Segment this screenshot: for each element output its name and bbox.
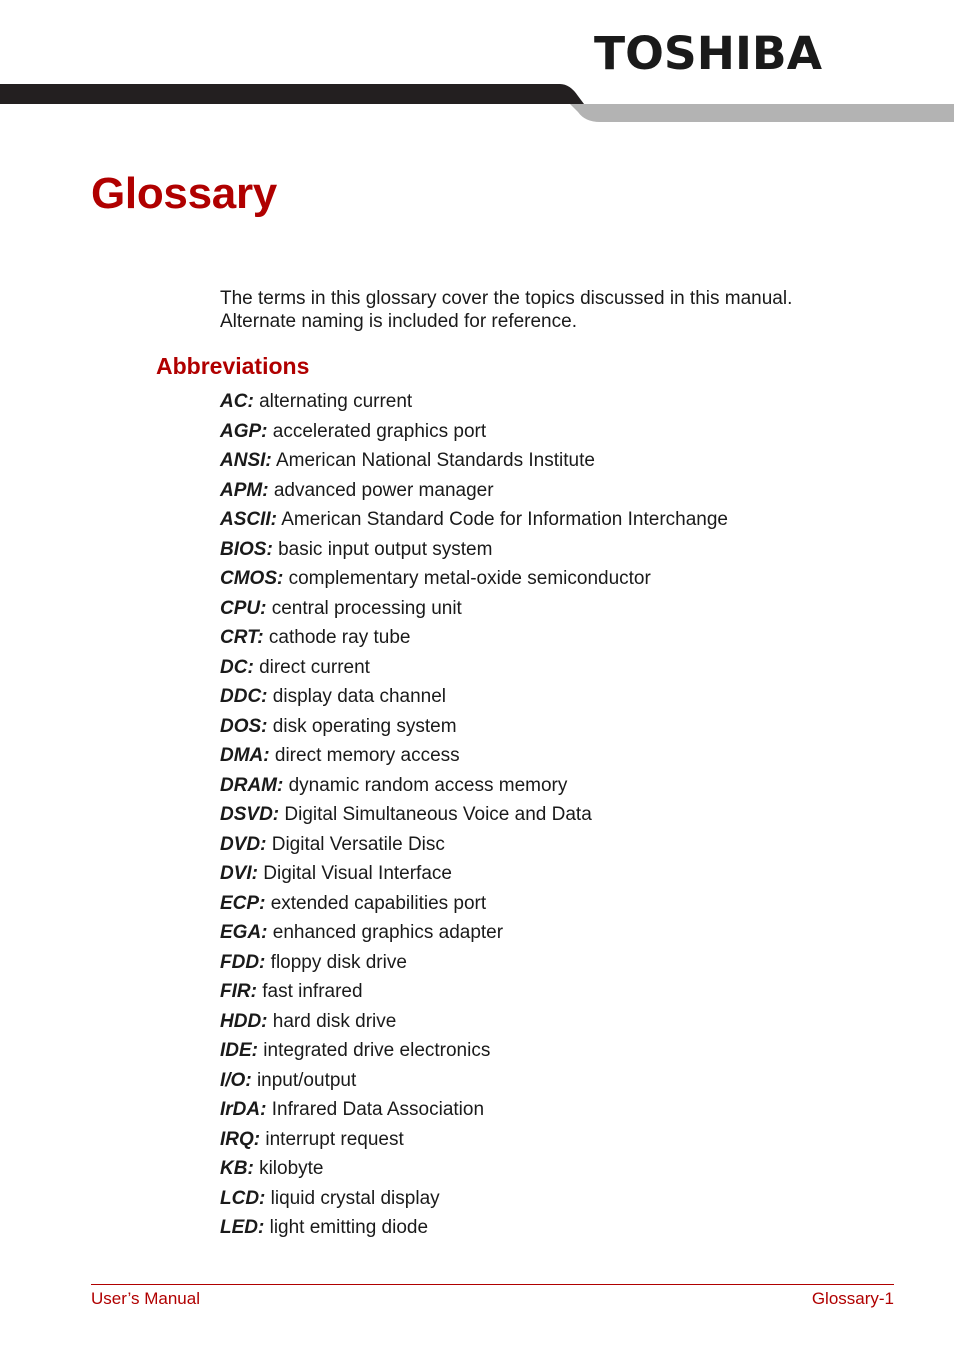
term-abbreviation: ASCII:	[220, 509, 277, 530]
glossary-entry	[220, 1069, 728, 1099]
term-definition: American Standard Code for Information Interchange	[281, 509, 728, 530]
term-abbreviation: I/O:	[220, 1069, 252, 1091]
glossary-entry	[220, 1216, 728, 1246]
brand-wordmark: TOSHIBA	[594, 30, 823, 74]
term-definition: Digital Versatile Disc	[271, 833, 445, 855]
glossary-entry	[220, 833, 728, 863]
term-definition: kilobyte	[259, 1158, 324, 1179]
glossary-entry	[220, 626, 728, 656]
term-abbreviation: DDC:	[220, 686, 268, 707]
section-heading-abbreviations: Abbreviations	[156, 353, 310, 379]
intro-line-1: The terms in this glossary cover the topics discussed in this manual.	[220, 288, 793, 309]
term-abbreviation: EGA:	[220, 922, 268, 943]
term-definition: liquid crystal display	[270, 1187, 440, 1209]
glossary-entry	[220, 715, 728, 745]
term-abbreviation: DVI:	[220, 863, 258, 884]
glossary-entry	[220, 479, 728, 509]
glossary-entry	[220, 1039, 728, 1069]
glossary-entry	[220, 656, 728, 686]
term-abbreviation: IrDA:	[220, 1099, 267, 1120]
footer-manual-name: User’s Manual	[91, 1289, 200, 1308]
page-title: Glossary	[91, 169, 277, 218]
term-abbreviation: DRAM:	[220, 774, 284, 796]
term-definition: Digital Simultaneous Voice and Data	[284, 804, 592, 825]
glossary-entry	[220, 774, 728, 804]
term-abbreviation: AC:	[220, 391, 254, 412]
glossary-entry	[220, 567, 728, 597]
term-abbreviation: IRQ:	[220, 1128, 261, 1150]
glossary-entry	[220, 538, 728, 568]
term-definition: enhanced graphics adapter	[272, 922, 504, 943]
glossary-term-list	[220, 390, 728, 1246]
term-definition: floppy disk drive	[270, 951, 407, 973]
term-abbreviation: DMA:	[220, 745, 270, 766]
intro-line-2: Alternate naming is included for reference.	[220, 311, 577, 332]
term-definition: Infrared Data Association	[271, 1099, 485, 1120]
term-definition: hard disk drive	[272, 1010, 397, 1032]
glossary-entry	[220, 597, 728, 627]
glossary-entry	[220, 744, 728, 774]
glossary-entry	[220, 1157, 728, 1187]
term-definition: fast infrared	[262, 981, 363, 1002]
term-definition: direct current	[259, 656, 370, 678]
term-abbreviation: DOS:	[220, 715, 268, 737]
term-abbreviation: LED:	[220, 1217, 265, 1238]
term-abbreviation: CPU:	[220, 597, 267, 619]
term-definition: Digital Visual Interface	[263, 863, 452, 884]
glossary-entry	[220, 1128, 728, 1158]
glossary-entry	[220, 508, 728, 538]
glossary-entry	[220, 980, 728, 1010]
term-definition: American National Standards Institute	[275, 450, 595, 471]
header-bars	[0, 84, 954, 124]
glossary-entry	[220, 803, 728, 833]
term-definition: extended capabilities port	[270, 892, 487, 914]
intro-paragraph	[220, 287, 900, 333]
term-abbreviation: FDD:	[220, 951, 266, 973]
term-abbreviation: FIR:	[220, 981, 257, 1002]
term-abbreviation: DC:	[220, 656, 254, 678]
term-definition: basic input output system	[278, 538, 493, 560]
term-abbreviation: DVD:	[220, 833, 267, 855]
term-abbreviation: CMOS:	[220, 568, 284, 589]
glossary-entry	[220, 420, 728, 450]
glossary-entry	[220, 862, 728, 892]
term-definition: accelerated graphics port	[272, 420, 487, 442]
term-definition: complementary metal-oxide semiconductor	[288, 568, 651, 589]
term-abbreviation: DSVD:	[220, 804, 280, 825]
term-definition: integrated drive electronics	[263, 1040, 491, 1061]
glossary-entry	[220, 685, 728, 715]
glossary-entry	[220, 1098, 728, 1128]
term-abbreviation: BIOS:	[220, 538, 273, 560]
term-abbreviation: ANSI:	[220, 450, 272, 471]
term-definition: interrupt request	[265, 1128, 404, 1150]
glossary-entry	[220, 1010, 728, 1040]
term-abbreviation: LCD:	[220, 1187, 266, 1209]
term-abbreviation: AGP:	[220, 420, 268, 442]
term-definition: alternating current	[259, 391, 413, 412]
header-bars-graphic	[0, 84, 954, 124]
term-abbreviation: KB:	[220, 1158, 254, 1179]
glossary-entry	[220, 921, 728, 951]
toshiba-logo	[592, 30, 824, 74]
term-definition: display data channel	[272, 686, 447, 707]
term-abbreviation: ECP:	[220, 892, 266, 914]
term-abbreviation: APM:	[220, 479, 269, 501]
footer-page-number: Glossary-1	[811, 1289, 894, 1308]
term-definition: disk operating system	[272, 715, 457, 737]
term-definition: input/output	[256, 1069, 357, 1091]
term-abbreviation: CRT:	[220, 627, 264, 648]
glossary-entry	[220, 951, 728, 981]
glossary-entry	[220, 1187, 728, 1217]
glossary-entry	[220, 390, 728, 420]
term-definition: central processing unit	[271, 597, 462, 619]
term-definition: direct memory access	[274, 745, 460, 766]
term-abbreviation: IDE:	[220, 1040, 258, 1061]
glossary-entry	[220, 892, 728, 922]
glossary-entry	[220, 449, 728, 479]
light-bar	[570, 104, 954, 122]
term-definition: dynamic random access memory	[288, 774, 568, 796]
footer-rule	[91, 1284, 894, 1285]
term-definition: advanced power manager	[273, 479, 494, 501]
term-definition: cathode ray tube	[268, 627, 411, 648]
term-abbreviation: HDD:	[220, 1010, 268, 1032]
toshiba-logo-graphic	[592, 30, 824, 74]
term-definition: light emitting diode	[269, 1217, 429, 1238]
dark-bar	[0, 84, 584, 104]
